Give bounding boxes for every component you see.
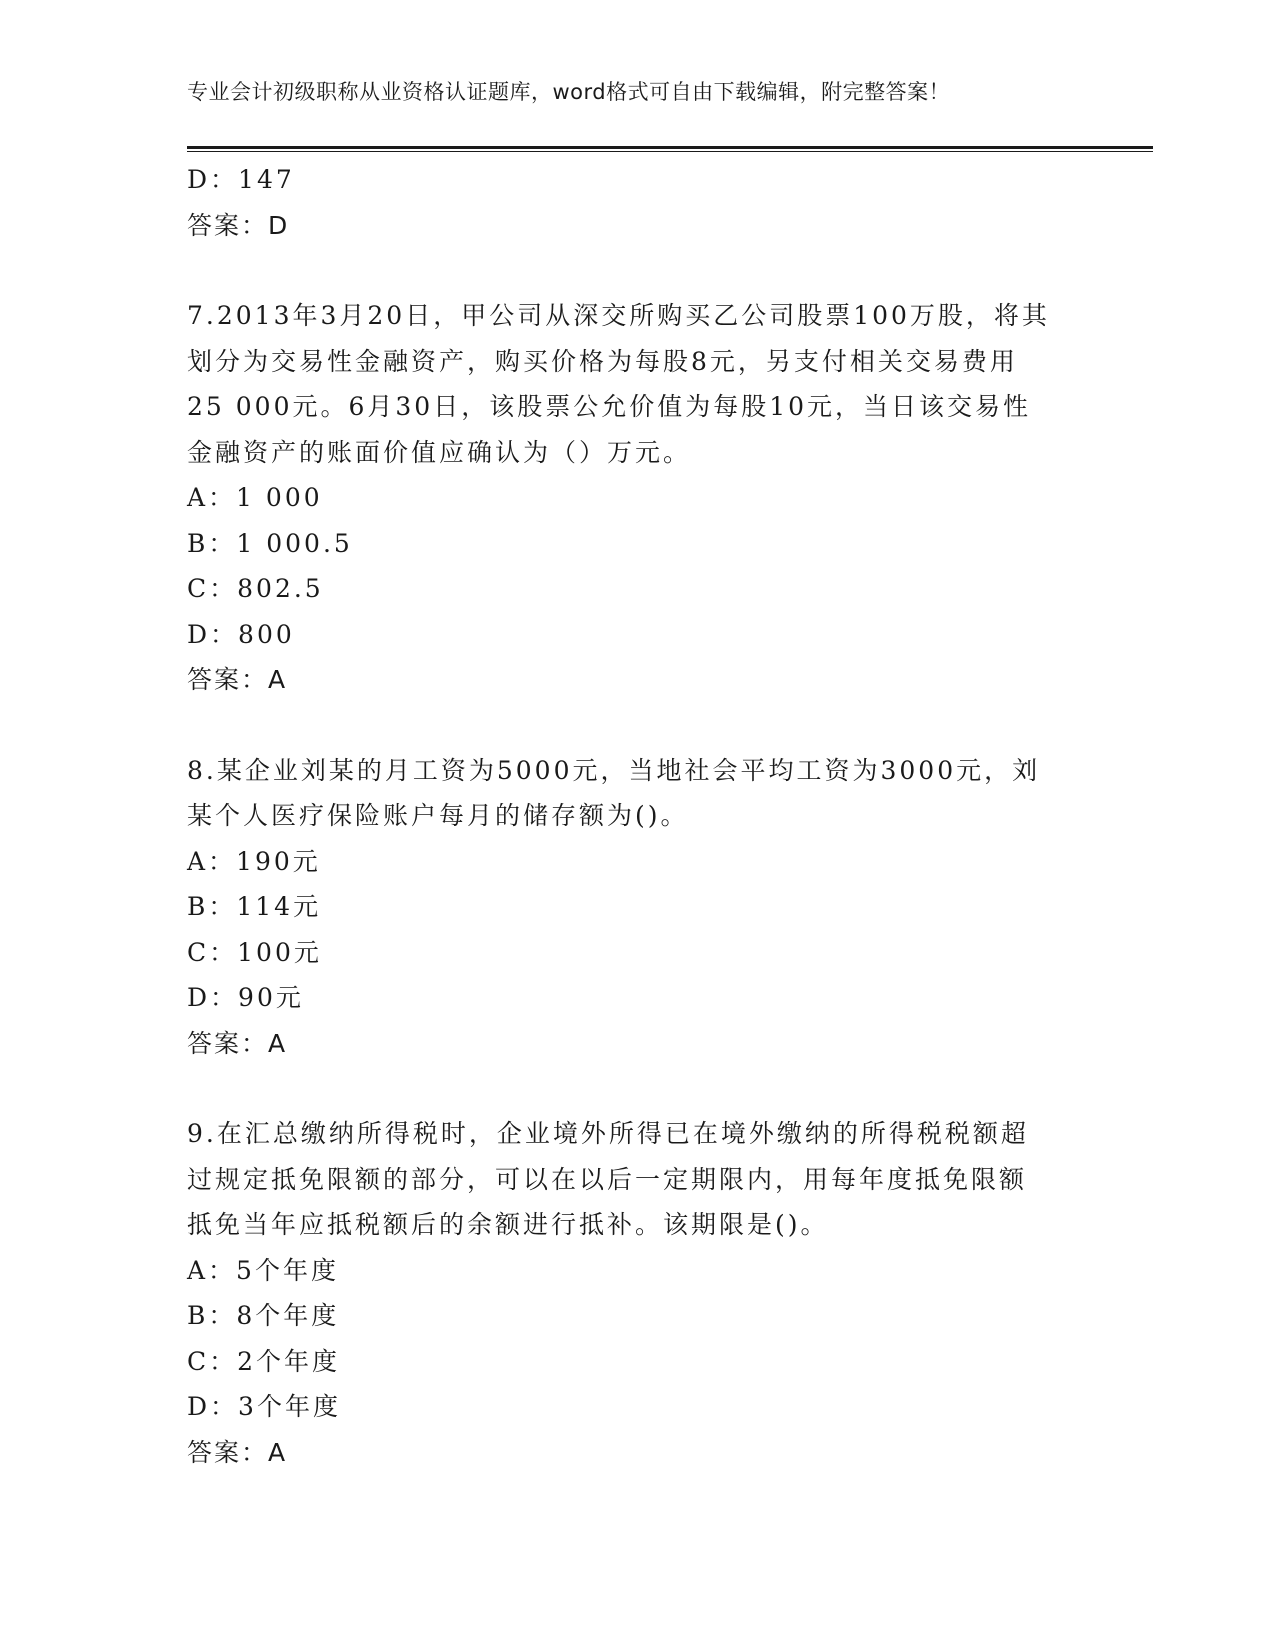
answer-line: 答案：A: [187, 665, 288, 694]
answer-line: 答案：D: [187, 210, 290, 240]
answer-line: 答案：A: [187, 1028, 288, 1058]
question-stem: [187, 748, 1087, 839]
question-7: [187, 293, 1087, 703]
option-d: D：3个年度: [187, 1392, 341, 1421]
stem-line: 抵免当年应抵税额后的余额进行抵补。该期限是()。: [187, 1210, 829, 1239]
option-d: D：147: [187, 165, 295, 194]
option-a: A：190元: [187, 846, 321, 876]
option-d: D：800: [187, 619, 295, 649]
question-stem: [187, 293, 1087, 475]
document-body: [187, 157, 1087, 1475]
previous-question-tail: [187, 157, 1087, 248]
option-a: A：1 000: [187, 483, 323, 512]
stem-line: 8.某企业刘某的月工资为5000元，当地社会平均工资为3000元，刘: [187, 755, 1041, 785]
stem-line: 过规定抵免限额的部分，可以在以后一定期限内，用每年度抵免限额: [187, 1164, 1028, 1194]
header-divider: [187, 146, 1153, 149]
question-9: [187, 1111, 1087, 1475]
option-d: D：90元: [187, 983, 304, 1012]
stem-line: 划分为交易性金融资产，购买价格为每股8元，另支付相关交易费用: [187, 346, 1018, 376]
option-b: B：1 000.5: [187, 528, 353, 558]
option-c: C：2个年度: [187, 1346, 341, 1376]
stem-line: 7.2013年3月20日，甲公司从深交所购买乙公司股票100万股，将其: [187, 301, 1050, 330]
option-c: C：100元: [187, 937, 322, 967]
question-8: [187, 748, 1087, 1067]
option-c: C：802.5: [187, 574, 324, 603]
answer-line: 答案：A: [187, 1437, 288, 1467]
option-b: B：114元: [187, 892, 322, 921]
option-a: A：5个年度: [187, 1255, 339, 1285]
stem-line: 25 000元。6月30日，该股票公允价值为每股10元，当日该交易性: [187, 392, 1032, 421]
header-divider-thin: [187, 151, 1153, 152]
question-stem: [187, 1111, 1087, 1248]
stem-line: 某个人医疗保险账户每月的储存额为()。: [187, 801, 689, 830]
page-header: 专业会计初级职称从业资格认证题库，word格式可自由下载编辑，附完整答案！: [187, 80, 951, 104]
option-b: B：8个年度: [187, 1301, 340, 1330]
stem-line: 金融资产的账面价值应确认为（）万元。: [187, 437, 692, 467]
stem-line: 9.在汇总缴纳所得税时，企业境外所得已在境外缴纳的所得税税额超: [187, 1119, 1029, 1148]
